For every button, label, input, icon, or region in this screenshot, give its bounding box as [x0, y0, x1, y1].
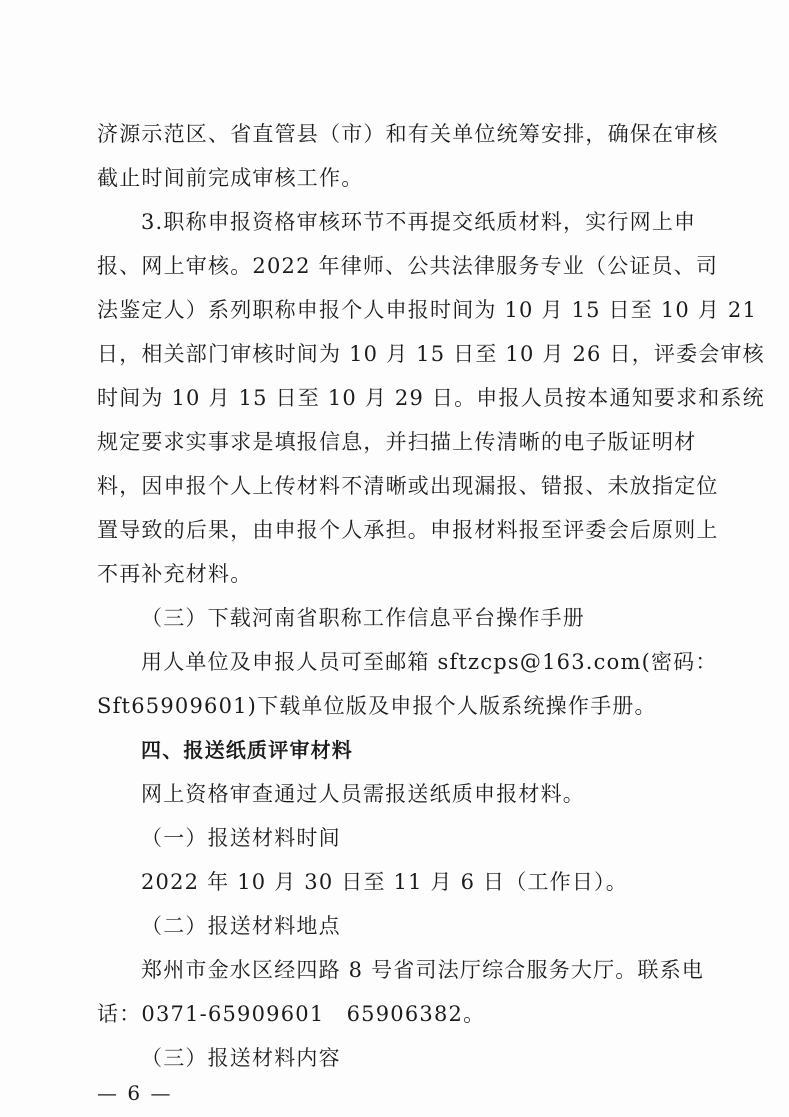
subsection-heading: （一）报送材料时间 [141, 826, 341, 850]
paragraph-line: 规定要求实事求是填报信息，并扫描上传清晰的电子版证明材 [97, 430, 697, 454]
paragraph-line: 2022 年 10 月 30 日至 11 月 6 日（工作日）。 [141, 870, 628, 894]
paragraph-line: 话：0371-65909601 65906382。 [97, 1002, 486, 1026]
page-number: — 6 — [97, 1081, 173, 1105]
section-heading: 四、报送纸质评审材料 [141, 738, 353, 762]
subsection-heading: （三）下载河南省职称工作信息平台操作手册 [141, 606, 585, 630]
paragraph-line: 济源示范区、省直管县（市）和有关单位统筹安排，确保在审核 [97, 122, 719, 146]
subsection-heading: （三）报送材料内容 [141, 1046, 341, 1070]
paragraph-line: 用人单位及申报人员可至邮箱 sftzcps@163.com(密码： [141, 650, 718, 674]
paragraph-line: 置导致的后果，由申报个人承担。申报材料报至评委会后原则上 [97, 518, 719, 542]
paragraph-line: 法鉴定人）系列职称申报个人申报时间为 10 月 15 日至 10 月 21 [97, 298, 758, 322]
paragraph-line: 截止时间前完成审核工作。 [97, 166, 364, 190]
paragraph-line: 料，因申报个人上传材料不清晰或出现漏报、错报、未放指定位 [97, 474, 719, 498]
paragraph-line: 3.职称申报资格审核环节不再提交纸质材料，实行网上申 [141, 210, 697, 234]
paragraph-line: 郑州市金水区经四路 8 号省司法厅综合服务大厅。联系电 [141, 958, 705, 982]
paragraph-line: 日，相关部门审核时间为 10 月 15 日至 10 月 26 日，评委会审核 [97, 342, 765, 366]
paragraph-line: Sft65909601)下载单位版及申报个人版系统操作手册。 [97, 694, 657, 718]
paragraph-line: 时间为 10 月 15 日至 10 月 29 日。申报人员按本通知要求和系统 [97, 386, 765, 410]
subsection-heading: （二）报送材料地点 [141, 914, 341, 938]
paragraph-line: 报、网上审核。2022 年律师、公共法律服务专业（公证员、司 [97, 254, 719, 278]
paragraph-line: 不再补充材料。 [97, 562, 253, 586]
paragraph-line: 网上资格审查通过人员需报送纸质申报材料。 [141, 782, 585, 806]
